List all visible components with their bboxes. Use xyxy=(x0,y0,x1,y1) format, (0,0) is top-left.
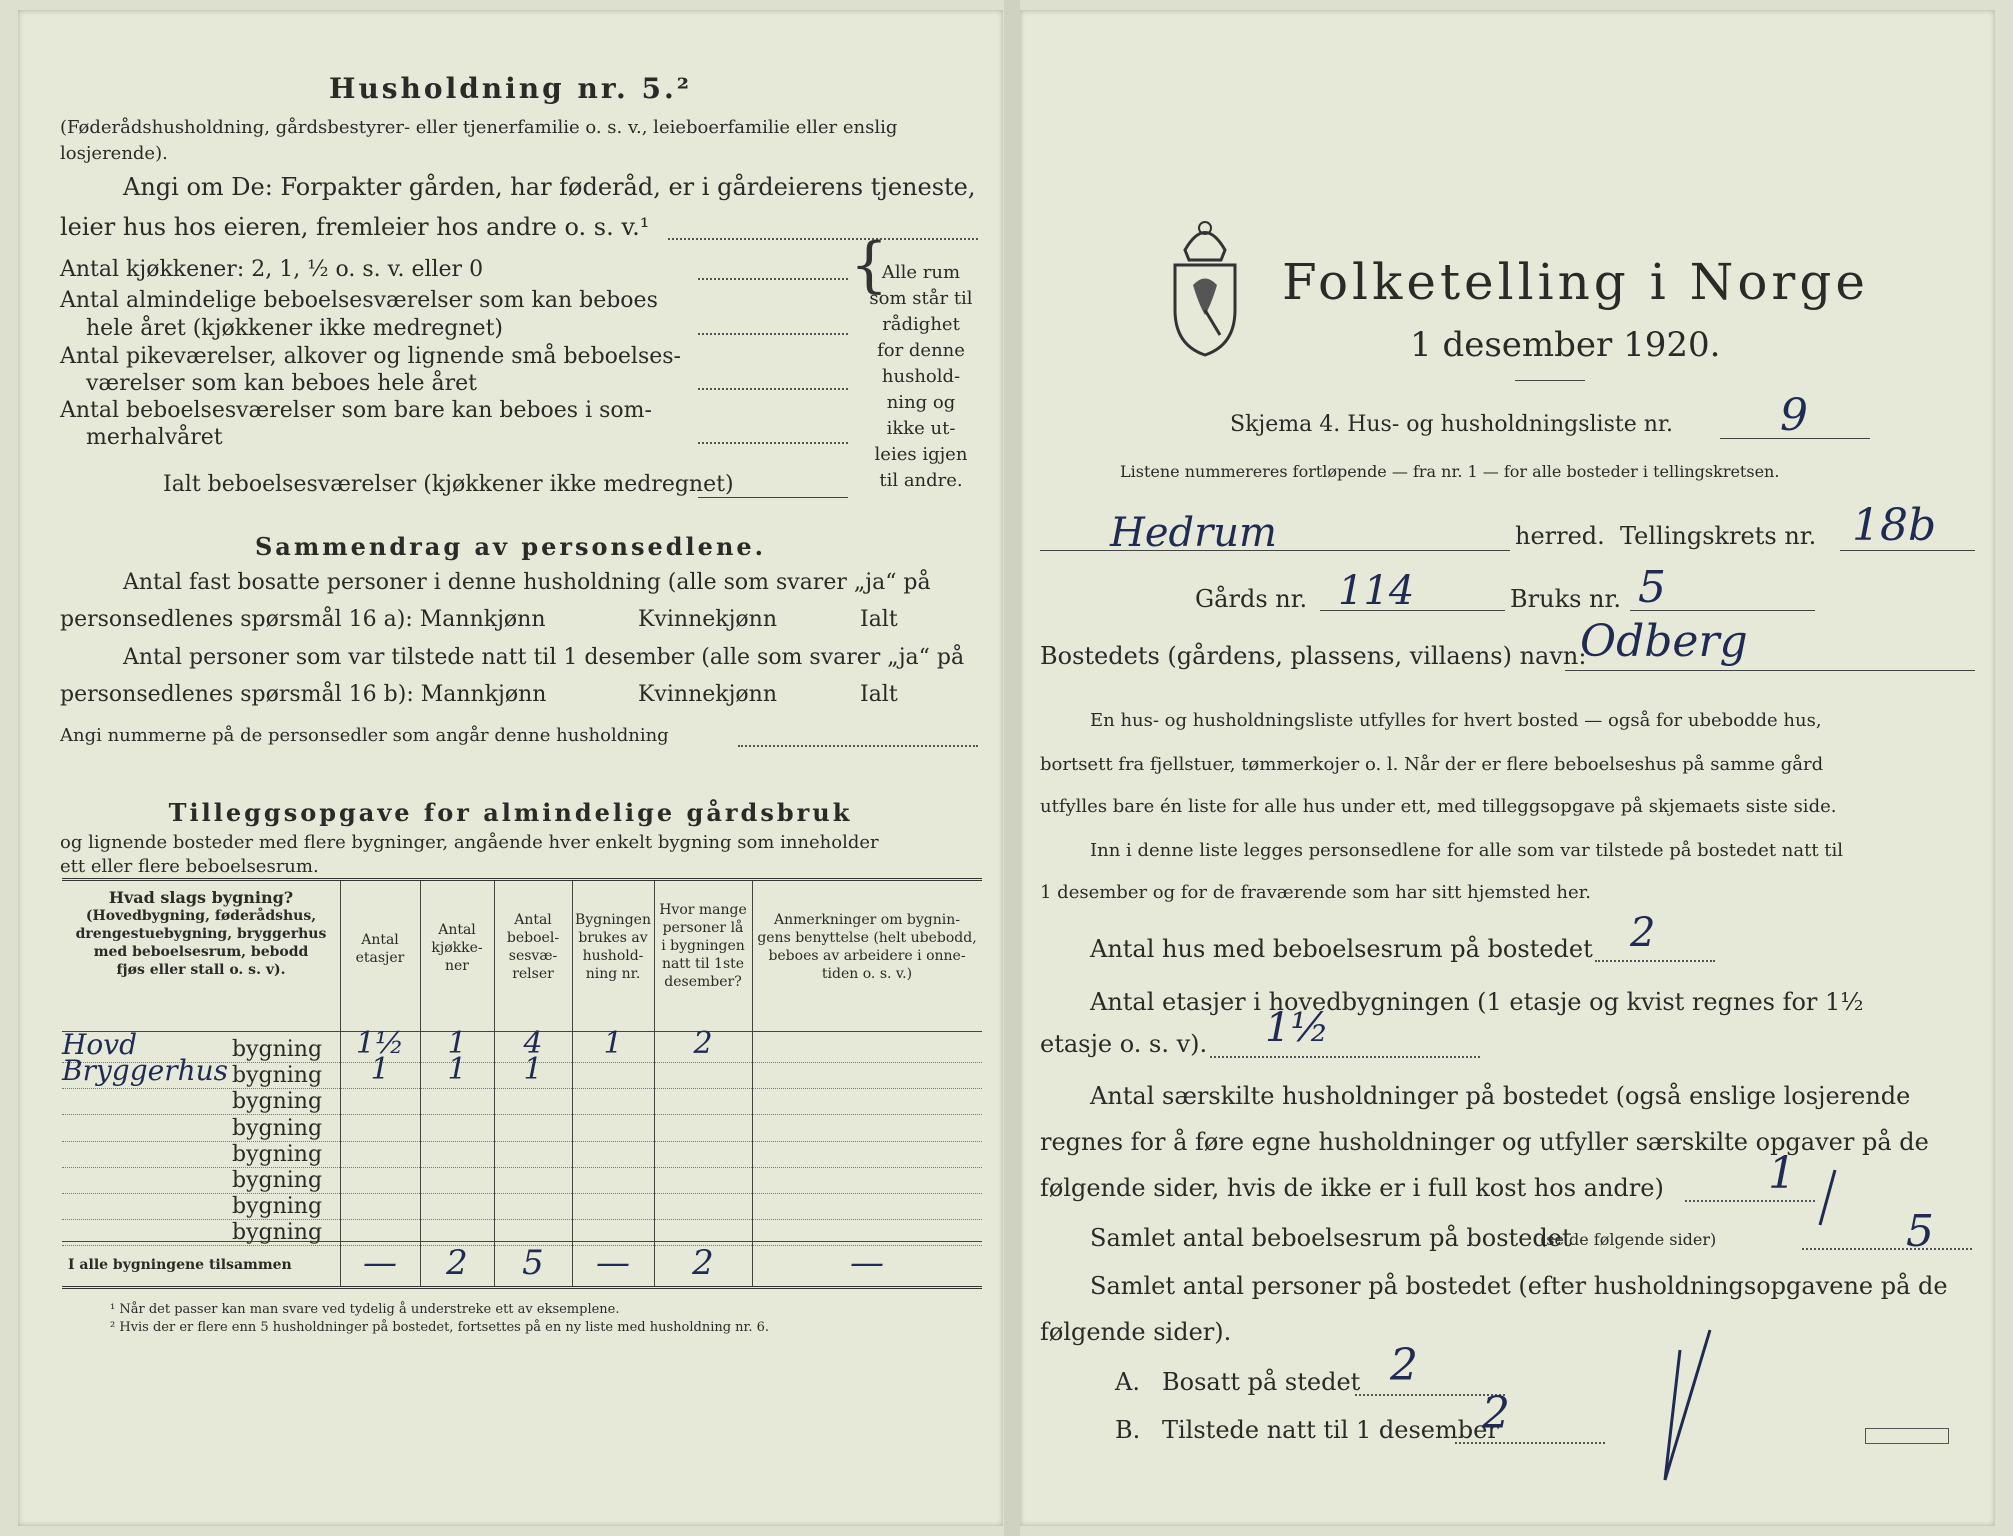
a-text: Bosatt på stedet xyxy=(1162,1368,1361,1396)
q-etasjer-line1: Antal etasjer i hovedbygningen (1 etasje og kvist regnes for 1½ xyxy=(1090,988,1864,1016)
col-header-line: hushold- xyxy=(582,948,644,964)
para2-line1: Inn i denne liste legges personsedlene for alle som var tilstede på bostedet natt til xyxy=(1090,840,1844,861)
title-rule xyxy=(1515,380,1585,381)
table-cell-kjokken: 1 xyxy=(447,1026,467,1061)
table-cell-hush: 1 xyxy=(603,1026,623,1061)
summary-a1: Antal fast bosatte personer i denne husholdning (alle som svarer „ja“ på xyxy=(123,570,931,595)
q-rum-value: 5 xyxy=(1906,1206,1934,1257)
table-row-label: bygning xyxy=(232,1141,323,1167)
bosted-label: Bostedets (gårdens, plassens, villaens) navn: xyxy=(1040,642,1587,670)
row-rule xyxy=(62,1088,982,1089)
census-title: Folketelling i Norge xyxy=(1282,253,1869,311)
q-rum-note: (se de følgende sider) xyxy=(1540,1230,1717,1249)
side-note-line: til andre. xyxy=(879,470,963,491)
table-row-name: Bryggerhus xyxy=(62,1054,229,1088)
total-rooms: 5 xyxy=(522,1243,544,1283)
table-row-label: bygning xyxy=(232,1168,323,1193)
q-pers-line1: Samlet antal personer på bostedet (efter husholdningsopgavene på de xyxy=(1090,1272,1948,1300)
col-header-line: (Hovedbygning, føderådshus, xyxy=(85,908,317,924)
summary-title: Sammendrag av personsedlene. xyxy=(254,532,767,561)
col-header-line: etasjer xyxy=(355,950,405,966)
table-row-label: bygning xyxy=(232,1089,323,1115)
row-rule xyxy=(62,1141,982,1142)
table-rows xyxy=(62,881,982,1246)
rooms-line-2: hele året (kjøkkener ikke medregnet) xyxy=(86,316,503,341)
q-hush-line3: følgende sider, hvis de ikke er i full kost hos andre) xyxy=(1040,1174,1664,1202)
col-header-line: beboel- xyxy=(506,930,560,946)
total-household: — xyxy=(596,1243,630,1283)
rooms-answer-3 xyxy=(698,442,848,444)
supplement-sub-2: ett eller flere beboelsesrum. xyxy=(60,856,319,877)
krets-label: Tellingskrets nr. xyxy=(1620,522,1817,550)
total-label: I alle bygningene tilsammen xyxy=(68,1257,292,1273)
question-answer-line xyxy=(668,238,978,240)
para2-line2: 1 desember og for de fraværende som har sitt hjemsted her. xyxy=(1040,882,1591,903)
table-row-label: bygning xyxy=(232,1194,323,1220)
right-page xyxy=(1020,10,1995,1526)
col-header-line: med beboelsesrum, bebodd xyxy=(93,944,309,960)
rooms-total: Ialt beboelsesværelser (kjøkkener ikke medregnet) xyxy=(163,472,734,497)
table-row-label: bygning xyxy=(232,1220,323,1246)
summary-b2: personsedlenes spørsmål 16 b): Mannkjønn xyxy=(60,682,547,707)
side-note-line: rådighet xyxy=(882,314,960,335)
table-cell-etasjer: 1½ xyxy=(355,1026,405,1061)
krets-value: 18b xyxy=(1852,500,1937,551)
col-header-line: Antal xyxy=(514,912,552,928)
b-value: 2 xyxy=(1482,1388,1510,1439)
table-row-label: bygning xyxy=(232,1063,323,1089)
bruks-label: Bruks nr. xyxy=(1510,585,1621,613)
row-rule xyxy=(62,1114,982,1115)
side-note-line: hushold- xyxy=(881,366,961,387)
bosted-value: Odberg xyxy=(1580,616,1748,667)
herred-value: Hedrum xyxy=(1110,510,1277,556)
col-header-line: desember? xyxy=(664,974,742,990)
row-rule xyxy=(62,1219,982,1220)
rooms-line-1: Antal almindelige beboelsesværelser som kan beboes xyxy=(60,288,658,313)
para1-line3: utfylles bare én liste for alle hus under ett, med tilleggsopgave på skjemaets siste side. xyxy=(1040,796,1837,817)
supplement-title: Tilleggsopgave for almindelige gårdsbruk xyxy=(168,798,853,827)
rooms-line-6: merhalvåret xyxy=(86,425,223,450)
q-hush-line1: Antal særskilte husholdninger på bostedet (også enslige losjerende xyxy=(1090,1082,1911,1110)
total-remarks: — xyxy=(850,1243,884,1283)
total-kitchens: 2 xyxy=(446,1243,468,1283)
table-cell-kjokken: 1 xyxy=(447,1052,467,1088)
col-header-line: beboes av arbeidere i onne- xyxy=(768,948,966,964)
col-header-line: Antal xyxy=(438,922,476,938)
side-note-line: for denne xyxy=(877,340,965,361)
table-row-name: Hovd xyxy=(62,1028,138,1061)
col-header-line: gens benyttelse (helt ubebodd, xyxy=(757,930,977,946)
q-hus-label: Antal hus med beboelsesrum på bostedet xyxy=(1090,935,1593,963)
table-cell-vaerelser: 1 xyxy=(523,1052,543,1088)
rooms-line-5: Antal beboelsesværelser som bare kan beboes i som- xyxy=(60,398,652,423)
a-value: 2 xyxy=(1390,1340,1418,1391)
col-header-line: i bygningen xyxy=(661,938,745,954)
side-note-line: som står til xyxy=(869,288,973,309)
printer-stamp xyxy=(1865,1428,1949,1444)
col-header-line: Bygningen xyxy=(575,912,651,928)
table-cell-personer: 2 xyxy=(693,1026,713,1061)
row-rule xyxy=(62,1193,982,1194)
total-floors: — xyxy=(363,1243,397,1283)
skjema-label: Skjema 4. Hus- og husholdningsliste nr. xyxy=(1230,412,1673,437)
summary-a-ialt: Ialt xyxy=(860,607,898,632)
numbering-note: Listene nummereres fortløpende — fra nr. 1 — for alle bosteder i tellingskretsen. xyxy=(1120,462,1780,481)
rooms-line-0: Antal kjøkkener: 2, 1, ½ o. s. v. eller 0 xyxy=(60,257,484,282)
table-row-label: bygning xyxy=(232,1115,323,1141)
footnote-2: ² Hvis der er flere enn 5 husholdninger på bostedet, fortsettes på en ny liste med husholdning nr. 6. xyxy=(110,1320,770,1335)
summary-b-ialt: Ialt xyxy=(860,682,898,707)
side-note-line: Alle rum xyxy=(881,262,961,283)
table-row-label: bygning xyxy=(232,1037,323,1062)
rooms-answer-2 xyxy=(698,388,848,390)
rooms-line-3: Antal pikeværelser, alkover og lignende små beboelses- xyxy=(60,344,681,369)
para1-line1: En hus- og husholdningsliste utfylles for hvert bosted — også for ubebodde hus, xyxy=(1090,710,1822,731)
q-hush-value: 1 xyxy=(1768,1148,1796,1199)
summary-b-kvinne: Kvinnekjønn xyxy=(638,682,777,707)
bosted-line xyxy=(1565,670,1975,671)
q-hus-value: 2 xyxy=(1630,910,1656,956)
q-pers-line2: følgende sider). xyxy=(1040,1318,1232,1346)
col-header-line: sesvæ- xyxy=(508,948,558,964)
row-rule xyxy=(62,1167,982,1168)
numbers-answer xyxy=(738,745,978,747)
col-header-line: kjøkke- xyxy=(431,940,483,956)
skjema-value: 9 xyxy=(1780,390,1808,441)
side-note-line: ikke ut- xyxy=(886,418,956,439)
question-line-2: leier hus hos eieren, fremleier hos andre o. s. v.¹ xyxy=(60,213,650,241)
buildings-table xyxy=(62,878,982,1289)
col-header-line: natt til 1ste xyxy=(661,956,745,972)
rooms-answer-1 xyxy=(698,333,848,335)
col-header-line: fjøs eller stall o. s. v). xyxy=(116,962,286,978)
check-mark-strokes xyxy=(1620,1150,1900,1490)
q-rum-label: Samlet antal beboelsesrum på bostedet xyxy=(1090,1224,1572,1252)
col-header-line: tiden o. s. v.) xyxy=(821,966,913,982)
col-header-line: relser xyxy=(512,966,554,982)
col-header-line: drengestuebygning, bryggerhus xyxy=(75,926,327,942)
bruks-value: 5 xyxy=(1638,562,1666,613)
q-etasjer-line2: etasje o. s. v). xyxy=(1040,1030,1208,1058)
numbers-line: Angi nummerne på de personsedler som angår denne husholdning xyxy=(60,725,669,746)
rooms-answer-0 xyxy=(698,278,848,280)
footnote-1: ¹ Når det passer kan man svare ved tydelig å understreke ett av eksemplene. xyxy=(110,1302,620,1317)
col-header-line: ner xyxy=(445,958,469,974)
rooms-line-4: værelser som kan beboes hele året xyxy=(86,371,477,396)
col-header-line: Anmerkninger om bygnin- xyxy=(774,912,960,928)
summary-a2: personsedlenes spørsmål 16 a): Mannkjønn xyxy=(60,607,546,632)
b-label: B. xyxy=(1115,1416,1141,1444)
q-hus-line xyxy=(1595,960,1715,962)
gards-label: Gårds nr. xyxy=(1195,585,1308,613)
q-hush-line2: regnes for å føre egne husholdninger og utfyller særskilte opgaver på de xyxy=(1040,1128,1929,1156)
col-header-line: ning nr. xyxy=(585,966,641,982)
summary-b1: Antal personer som var tilstede natt til 1 desember (alle som svarer „ja“ på xyxy=(123,645,965,670)
para1-line2: bortsett fra fjellstuer, tømmerkojer o. l. Når der er flere beboelseshus på samme gård xyxy=(1040,754,1824,775)
page-fold xyxy=(1004,0,1020,1536)
q-etasjer-answer-line xyxy=(1210,1056,1480,1058)
summary-a-kvinne: Kvinnekjønn xyxy=(638,607,777,632)
side-note-line: ning og xyxy=(886,392,956,413)
household-title: Husholdning nr. 5.² xyxy=(328,72,693,105)
household-subtitle: (Føderådshusholdning, gårdsbestyrer- eller tjenerfamilie o. s. v., leieboerfamilie eller enslig losjerende). xyxy=(60,117,898,164)
gards-value: 114 xyxy=(1338,568,1415,614)
col-header-line: Antal xyxy=(361,932,399,948)
question-line-1: Angi om De: Forpakter gården, har føderåd, er i gårdeierens tjeneste, xyxy=(123,173,976,201)
total-persons: 2 xyxy=(692,1243,714,1283)
b-text: Tilstede natt til 1 desember xyxy=(1162,1416,1499,1444)
col-header-line: Hvad slags bygning? xyxy=(108,888,294,907)
col-header-line: personer lå xyxy=(662,920,744,936)
census-date: 1 desember 1920. xyxy=(1410,325,1721,365)
table-cell-etasjer: 1 xyxy=(370,1052,390,1088)
b-answer-line xyxy=(1455,1442,1605,1444)
coat-of-arms-icon xyxy=(1165,210,1245,360)
col-header-line: Hvor mange xyxy=(659,902,747,918)
table-cell-vaerelser: 4 xyxy=(523,1026,543,1061)
supplement-sub-1: og lignende bosteder med flere bygninger, angående hver enkelt bygning som inneholder xyxy=(60,832,879,853)
a-label: A. xyxy=(1115,1368,1140,1396)
col-header-line: brukes av xyxy=(578,930,648,946)
q-etasjer-value: 1½ xyxy=(1265,1005,1330,1051)
rooms-answer-total xyxy=(698,497,848,498)
side-note-line: leies igjen xyxy=(874,444,968,465)
left-page xyxy=(18,10,1003,1526)
side-note xyxy=(866,260,976,494)
brace-glyph: { xyxy=(850,230,889,300)
herred-label: herred. xyxy=(1515,522,1605,550)
